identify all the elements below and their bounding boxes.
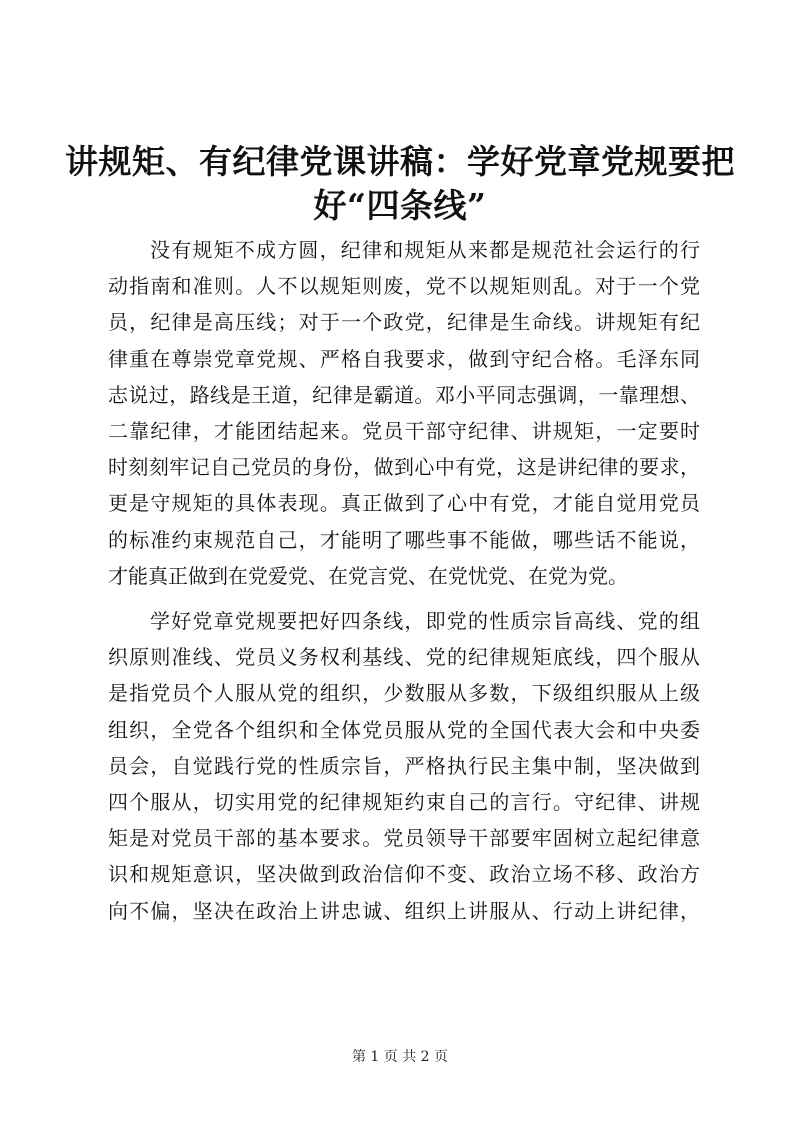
text-line: 是指党员个人服从党的组织，少数服从多数，下级组织服从上级	[108, 681, 700, 706]
text-line: 学好党章党规要把好四条线，即党的性质宗旨高线、党的组	[150, 609, 700, 633]
paragraph-2	[108, 603, 700, 929]
document-title	[0, 140, 800, 228]
text-line: 时刻刻牢记自己党员的身份，做到心中有党，这是讲纪律的要求，	[108, 455, 700, 480]
text-line: 四个服从，切实用党的纪律规矩约束自己的言行。守纪律、讲规	[108, 789, 700, 814]
text-line: 没有规矩不成方圆，纪律和规矩从来都是规范社会运行的行	[150, 238, 700, 262]
text-line: 组织，全党各个组织和全体党员服从党的全国代表大会和中央委	[108, 717, 700, 742]
page-number-footer: 第 1 页 共 2 页	[351, 1049, 449, 1065]
text-line: 律重在尊崇党章党规、严格自我要求，做到守纪合格。毛泽东同	[108, 346, 700, 371]
title-line-2: 好“四条线”	[313, 186, 487, 225]
text-line: 识和规矩意识，坚决做到政治信仰不变、政治立场不移、政治方	[108, 862, 700, 887]
text-line: 才能真正做到在党爱党、在党言党、在党忧党、在党为党。	[108, 563, 628, 588]
text-line: 向不偏，坚决在政治上讲忠诚、组织上讲服从、行动上讲纪律，	[108, 898, 700, 923]
text-line: 动指南和准则。人不以规矩则废，党不以规矩则乱。对于一个党	[108, 274, 700, 299]
text-line: 志说过，路线是王道，纪律是霸道。邓小平同志强调，一靠理想、	[108, 382, 700, 407]
text-line: 更是守规矩的具体表现。真正做到了心中有党，才能自觉用党员	[108, 491, 700, 516]
text-line: 员，纪律是高压线；对于一个政党，纪律是生命线。讲规矩有纪	[108, 310, 700, 335]
text-line: 矩是对党员干部的基本要求。党员领导干部要牢固树立起纪律意	[108, 826, 700, 851]
text-line: 织原则准线、党员义务权利基线、党的纪律规矩底线，四个服从	[108, 645, 700, 670]
text-line: 员会，自觉践行党的性质宗旨，严格执行民主集中制，坚决做到	[108, 753, 700, 778]
paragraph-1	[108, 232, 700, 594]
title-line-1: 讲规矩、有纪律党课讲稿：学好党章党规要把	[65, 142, 735, 181]
text-line: 二靠纪律，才能团结起来。党员干部守纪律、讲规矩，一定要时	[108, 418, 700, 443]
text-line: 的标准约束规范自己，才能明了哪些事不能做，哪些话不能说，	[108, 527, 700, 552]
